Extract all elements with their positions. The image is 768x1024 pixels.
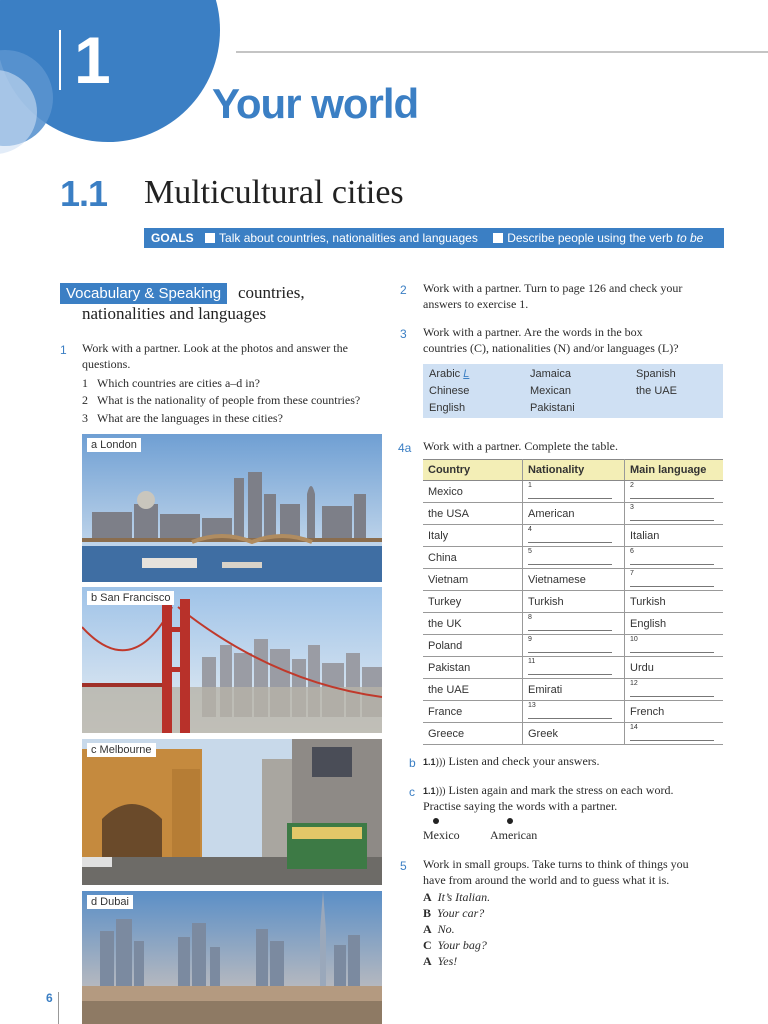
table-row <box>423 591 723 613</box>
utterance: It’s Italian. <box>437 890 491 904</box>
exercise-4a-number: 4a <box>398 441 412 455</box>
blank-number: 5 <box>527 548 532 555</box>
exercise-2-line2: answers to exercise 1. <box>423 297 529 311</box>
audio-track: 1.1 <box>423 786 436 796</box>
exercise-1-number: 1 <box>60 343 67 357</box>
answer-blank[interactable] <box>528 484 612 499</box>
exercise-4b-instruction: Listen and check your answers. <box>448 754 600 768</box>
section-label: Vocabulary & Speaking <box>60 283 227 304</box>
question-text: What is the nationality of people from these countries? <box>97 393 361 407</box>
answer-blank[interactable] <box>630 550 714 565</box>
blank-number: 10 <box>630 636 638 643</box>
exercise-4c-letter: c <box>409 785 415 799</box>
lesson-title: Multicultural cities <box>144 174 404 211</box>
example-answer: L <box>463 368 470 380</box>
exercise-1-question <box>82 375 260 391</box>
exercise-4c-line2: Practise saying the words with a partner. <box>423 799 618 813</box>
answer-blank[interactable] <box>528 638 612 653</box>
speaker: A <box>423 890 432 904</box>
table-header-row <box>423 460 723 481</box>
cell-country: Greece <box>423 723 522 745</box>
cell-country: Turkey <box>423 591 522 613</box>
exercise-2-number: 2 <box>400 283 407 297</box>
stress-example: Mexico <box>423 828 460 842</box>
table-row <box>423 613 723 635</box>
exercise-1-instruction-line1: Work with a partner. Look at the photos and answer the <box>82 341 348 355</box>
exercise-4b-letter: b <box>409 756 416 770</box>
table-row <box>423 503 723 525</box>
exercise-4b-text <box>423 753 599 771</box>
blank-number: 3 <box>630 504 634 511</box>
exercise-5-line2: have from around the world and to guess what it is. <box>423 873 670 887</box>
exercise-1-question <box>82 410 283 426</box>
exercise-1-instruction-line2: questions. <box>82 357 131 371</box>
word-item: Jamaica <box>530 368 571 380</box>
cell-language[interactable] <box>625 723 724 745</box>
photo-label: a London <box>87 438 141 452</box>
goals-label: GOALS <box>151 231 194 245</box>
audio-icon: ))) <box>435 757 446 768</box>
cell-language[interactable] <box>625 635 724 657</box>
cell-language: French <box>625 701 724 723</box>
answer-blank[interactable] <box>630 726 714 741</box>
section-title-line1: countries, <box>238 283 305 302</box>
answer-blank[interactable] <box>528 704 612 719</box>
word-item: Pakistani <box>530 402 575 414</box>
utterance: Your bag? <box>437 938 487 952</box>
answer-blank[interactable] <box>630 638 714 653</box>
dialogue-line <box>423 905 484 921</box>
cell-language[interactable] <box>625 503 724 525</box>
cell-nationality: Turkish <box>522 591 624 613</box>
photo-dubai <box>82 891 382 1024</box>
utterance: Your car? <box>437 906 485 920</box>
cell-nationality[interactable] <box>522 635 624 657</box>
stress-dot-icon <box>507 818 513 824</box>
cell-country: Vietnam <box>423 569 522 591</box>
blank-number: 2 <box>630 482 634 489</box>
cell-country: China <box>423 547 522 569</box>
cell-language[interactable] <box>625 569 724 591</box>
speaker: A <box>423 954 432 968</box>
word-item: English <box>429 402 466 414</box>
cell-nationality[interactable] <box>522 547 624 569</box>
table-row <box>423 525 723 547</box>
cell-nationality[interactable] <box>522 481 624 503</box>
word-box <box>423 364 723 418</box>
cell-nationality[interactable] <box>522 701 624 723</box>
unit-title: Your world <box>212 80 419 127</box>
exercise-5-line1: Work in small groups. Take turns to think of things you <box>423 857 689 871</box>
cell-country: Poland <box>423 635 522 657</box>
dialogue-line <box>423 889 490 905</box>
speaker: A <box>423 922 432 936</box>
answer-blank[interactable] <box>630 572 714 587</box>
utterance: No. <box>437 922 455 936</box>
stress-dot-icon <box>433 818 439 824</box>
blank-number: 6 <box>630 548 634 555</box>
header-nationality: Nationality <box>522 460 624 481</box>
cell-country: the UK <box>423 613 522 635</box>
table-row <box>423 657 723 679</box>
photo-san-francisco <box>82 587 382 733</box>
cell-nationality: Vietnamese <box>522 569 624 591</box>
cell-language[interactable] <box>625 679 724 701</box>
cell-language: English <box>625 613 724 635</box>
table-row <box>423 679 723 701</box>
answer-blank[interactable] <box>528 550 612 565</box>
cell-country: the USA <box>423 503 522 525</box>
cell-nationality[interactable] <box>522 613 624 635</box>
table-row <box>423 635 723 657</box>
table-row <box>423 569 723 591</box>
photo-label: b San Francisco <box>87 591 174 605</box>
dialogue-line <box>423 921 455 937</box>
table-row <box>423 481 723 503</box>
word-item: Arabic L <box>429 368 470 380</box>
word-item: Spanish <box>636 368 676 380</box>
answer-blank[interactable] <box>528 660 612 675</box>
page-number: 6 <box>46 991 53 1005</box>
unit-number: 1 <box>74 23 111 97</box>
cell-language: Urdu <box>625 657 724 679</box>
answer-blank[interactable] <box>630 682 714 697</box>
lesson-number: 1.1 <box>60 173 108 214</box>
blank-number: 8 <box>527 614 532 621</box>
photo-melbourne <box>82 739 382 885</box>
checkbox-icon <box>205 233 215 243</box>
dialogue-line <box>423 953 457 969</box>
question-number: 3 <box>82 411 88 425</box>
cell-country: France <box>423 701 522 723</box>
header-country: Country <box>423 460 522 481</box>
cell-country: Pakistan <box>423 657 522 679</box>
utterance: Yes! <box>437 954 458 968</box>
stress-example: American <box>490 828 538 842</box>
blank-number: 7 <box>630 570 634 577</box>
exercise-3-line2: countries (C), nationalities (N) and/or languages (L)? <box>423 341 679 355</box>
question-number: 2 <box>82 393 88 407</box>
exercise-2-line1: Work with a partner. Turn to page 126 and check your <box>423 281 683 295</box>
photo-london <box>82 434 382 582</box>
country-table <box>423 459 723 745</box>
table-row <box>423 547 723 569</box>
exercise-5-number: 5 <box>400 859 407 873</box>
goals-bar <box>144 228 724 248</box>
cell-nationality[interactable] <box>522 657 624 679</box>
cell-country: Mexico <box>423 481 522 503</box>
cell-nationality: Greek <box>522 723 624 745</box>
cell-nationality: American <box>522 503 624 525</box>
exercise-4c-instruction: Listen again and mark the stress on each word. <box>448 783 674 797</box>
question-number: 1 <box>82 376 88 390</box>
photo-label: d Dubai <box>87 895 133 909</box>
table-row <box>423 701 723 723</box>
answer-blank[interactable] <box>630 484 714 499</box>
cell-language[interactable] <box>625 547 724 569</box>
cell-country: Italy <box>423 525 522 547</box>
cell-language: Italian <box>625 525 724 547</box>
word-item: Mexican <box>530 385 571 397</box>
audio-track: 1.1 <box>423 757 436 767</box>
goal-1: Talk about countries, nationalities and languages <box>219 231 478 245</box>
blank-number: 4 <box>527 526 532 533</box>
answer-blank[interactable] <box>528 616 612 631</box>
dialogue-line <box>423 937 487 953</box>
exercise-3-line1: Work with a partner. Are the words in the box <box>423 325 643 339</box>
cell-nationality[interactable] <box>522 525 624 547</box>
cell-language[interactable] <box>625 481 724 503</box>
blank-number: 1 <box>527 482 532 489</box>
goal-2: Describe people using the verb <box>507 231 673 245</box>
exercise-1-question <box>82 392 360 408</box>
blank-number: 9 <box>527 636 532 643</box>
header-main-language: Main language <box>625 460 724 481</box>
blank-number: 14 <box>630 724 638 731</box>
question-text: Which countries are cities a–d in? <box>97 376 260 390</box>
question-text: What are the languages in these cities? <box>97 411 283 425</box>
page-number-divider <box>58 992 59 1024</box>
cell-language: Turkish <box>625 591 724 613</box>
answer-blank[interactable] <box>630 506 714 521</box>
photo-label: c Melbourne <box>87 743 156 757</box>
cell-country: the UAE <box>423 679 522 701</box>
exercise-3-number: 3 <box>400 327 407 341</box>
table-row <box>423 723 723 745</box>
answer-blank[interactable] <box>528 528 612 543</box>
audio-icon: ))) <box>435 786 446 797</box>
speaker: B <box>423 906 432 920</box>
cell-nationality: Emirati <box>522 679 624 701</box>
blank-number: 11 <box>527 658 536 665</box>
blank-number: 13 <box>527 702 536 709</box>
goal-2-verb: to be <box>676 231 704 245</box>
blank-number: 12 <box>630 680 638 687</box>
speaker: C <box>423 938 432 952</box>
exercise-4a-instruction: Work with a partner. Complete the table. <box>423 439 618 453</box>
word-item: the UAE <box>636 385 677 397</box>
section-title-line2: nationalities and languages <box>82 304 267 323</box>
checkbox-icon <box>493 233 503 243</box>
word-item: Chinese <box>429 385 470 397</box>
